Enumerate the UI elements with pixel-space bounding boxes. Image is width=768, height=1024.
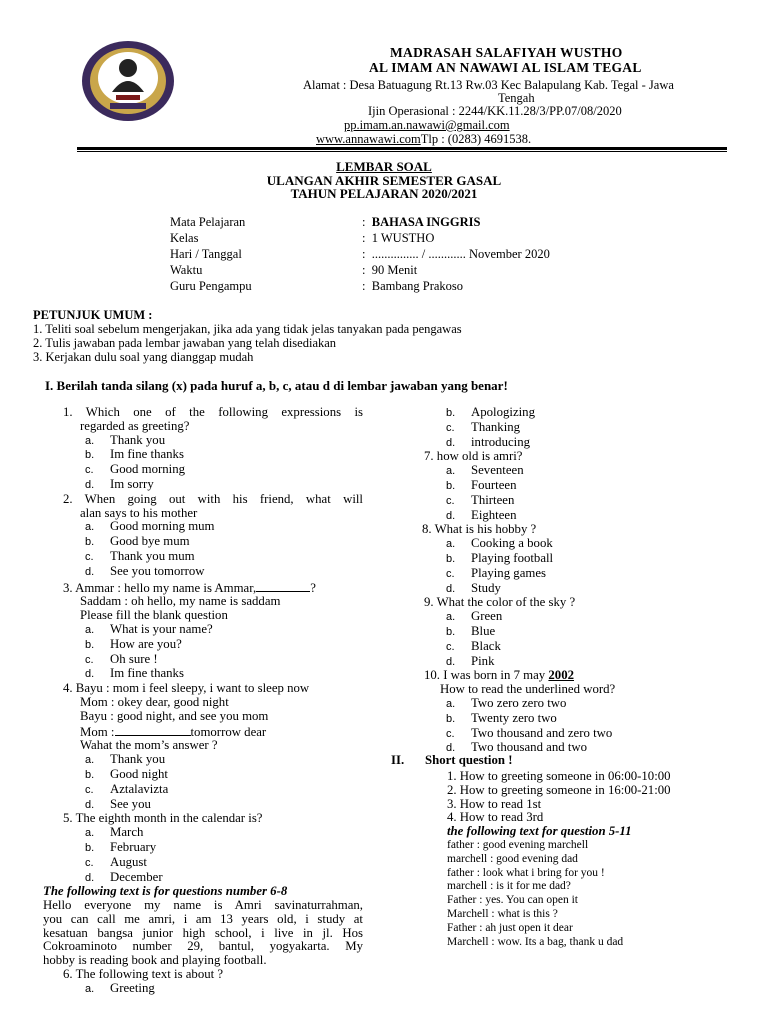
info-row [170,262,202,278]
dialog-line: Marchell : wow. Its a bag, thank u dad [447,935,624,948]
option: d. See you [85,796,151,811]
school-name-1: MADRASAH SALAFIYAH WUSTHO [390,45,623,60]
passage-line: Hello everyone my name is Amri savinaturrahman, [43,898,363,913]
dialog-line: Marchell : what is this ? [447,907,558,920]
info-value: : Bambang Prakoso [362,279,464,293]
option: b. Good bye mum [85,534,190,549]
passage-line: hobby is reading book and playing football. [43,953,267,968]
passage-line: kesatuan bangsa junior high school, i live in jl. Hos [43,925,363,940]
question-7: 7. how old is amri? [424,449,523,464]
info-label: Waktu [170,263,203,277]
option: a. Seventeen [446,463,524,478]
logo [76,40,180,122]
option: a. Green [446,609,503,624]
general-instructions [33,308,462,364]
option: d. Two thousand and two [446,740,588,755]
address-line-1: Alamat : Desa Batuagung Rt.13 Rw.03 Kec Balapulang Kab. Tegal - Jawa [303,78,674,92]
address-line-2: Tengah [498,91,535,105]
info-value: : 90 Menit [362,263,418,277]
title-line-3: TAHUN PELAJARAN 2020/2021 [290,186,478,201]
option: d. Eighteen [446,507,517,522]
question-3-cont: Please fill the blank question [80,608,228,623]
option: a. Thank you [85,752,166,767]
question-5: 5. The eighth month in the calendar is? [63,811,263,826]
question-8: 8. What is his hobby ? [422,522,537,537]
document-title [234,160,534,201]
permit-number: Ijin Operasional : 2244/KK.11.28/3/PP.07/08/2020 [368,104,622,118]
option: a. Good morning mum [85,519,215,534]
question-2-cont: alan says to his mother [80,505,198,520]
option: d. December [85,869,163,884]
dialog-line: father : look what i bring for you ! [447,866,605,879]
info-value: : ............... / ............ November 2020 [362,247,550,261]
option: b. Playing football [446,550,554,565]
option: d. introducing [446,434,530,449]
info-label: Hari / Tanggal [170,247,242,261]
info-row [170,246,242,262]
info-value: : 1 WUSTHO [362,231,435,245]
option: b. Apologizing [446,405,535,419]
dialog-line: father : good evening marchell [447,838,589,851]
option: a. Thank you [85,432,166,447]
option: a. What is your name? [85,621,213,636]
option: d. See you tomorrow [85,563,205,578]
option: d. Im fine thanks [85,666,184,681]
school-seal-icon [76,40,180,122]
instructions-heading: PETUNJUK UMUM : [33,308,153,322]
dialog-line: marchell : good evening dad [447,852,578,865]
question-3-cont: Saddam : oh hello, my name is saddam [80,594,281,609]
option: d. Pink [446,653,495,668]
header-rule-thin [77,151,727,152]
question-1-cont: regarded as greeting? [80,418,190,433]
option: a. Cooking a book [446,536,553,551]
question-4-cont: Mom : okey dear, good night [80,694,229,709]
info-row [170,278,252,294]
question-10: 10. I was born in 7 may 2002 [424,668,574,683]
dialog-heading: the following text for question 5-11 [447,824,632,839]
title-line-1: LEMBAR SOAL [336,159,432,174]
passage-line: Cokroaminoto number 29, bantul, yogyakarta. My [43,939,363,954]
option: d. Study [446,580,501,595]
dialog-line: Father : ah just open it dear [447,921,573,934]
question-2: 2. When going out with his friend, what will [63,491,363,506]
option: c. Two thousand and zero two [446,725,613,740]
option: a. Two zero zero two [446,695,567,710]
passage-line: you can call me amri, i am 13 years old, i study at [43,911,363,926]
option: d. Im sorry [85,476,154,491]
short-question: 2. How to greeting someone in 16:00-21:00 [447,782,671,797]
left-column [45,406,363,997]
short-question: 4. How to read 3rd [447,810,544,825]
instruction-item: 3. Kerjakan dulu soal yang dianggap mudah [33,350,254,364]
info-value: : BAHASA INGGRIS [362,215,481,229]
option: a. March [85,825,144,840]
question-9: 9. What the color of the sky ? [424,595,576,610]
option: b. How are you? [85,636,182,651]
option: c. August [85,854,147,869]
underlined-year: 2002 [548,668,574,683]
option: a. Greeting [85,980,155,995]
info-label: Kelas [170,231,199,245]
question-4-cont: Mom : tomorrow dear [80,724,267,739]
passage-heading: The following text is for questions number 6-8 [43,884,288,899]
info-label: Mata Pelajaran [170,215,246,229]
question-3: 3. Ammar : hello my name is Ammar, ? [63,580,316,595]
question-4-cont: Wahat the mom’s answer ? [80,738,218,753]
option: c. Thanking [446,419,521,434]
option: b. February [85,839,157,854]
email-link[interactable]: pp.imam.an.nawawi@gmail.com [344,118,510,132]
option: c. Thirteen [446,492,515,507]
question-4: 4. Bayu : mom i feel sleepy, i want to sleep now [63,681,310,696]
instruction-item: 2. Tulis jawaban pada lembar jawaban yang telah disediakan [33,336,337,350]
title-line-2: ULANGAN AKHIR SEMESTER GASAL [266,172,502,188]
section-2-heading: II. Short question ! [391,753,513,767]
website-link[interactable]: www.annawawi.com [316,132,421,146]
dialog-line: Father : yes. You can open it [447,894,578,907]
option: c. Oh sure ! [85,651,158,666]
phone-number: Tlp : (0283) 4691538. [420,132,532,146]
question-10-cont: How to read the underlined word? [440,682,616,697]
question-4-cont: Bayu : good night, and see you mom [80,708,269,723]
option: b. Fourteen [446,477,517,492]
info-row [170,230,198,246]
option: c. Black [446,638,501,653]
info-row [170,214,245,230]
option: b. Good night [85,766,168,781]
contact-line [316,132,531,146]
option: c. Thank you mum [85,548,195,563]
question-1: 1. Which one of the following expressions is [63,405,363,419]
option: b. Blue [446,623,496,638]
option: c. Aztalavizta [85,781,169,796]
right-column [422,406,742,756]
school-name-2: AL IMAM AN NAWAWI AL ISLAM TEGAL [369,60,642,75]
info-label: Guru Pengampu [170,279,252,293]
short-questions [447,770,671,949]
section-1-heading: I. Berilah tanda silang (x) pada huruf a, b, c, atau d di lembar jawaban yang benar! [45,378,508,393]
option: b. Im fine thanks [85,447,184,462]
header-rule-thick [77,147,727,150]
question-6: 6. The following text is about ? [63,967,224,982]
short-question: 3. How to read 1st [447,796,542,811]
option: c. Good morning [85,462,186,477]
option: b. Twenty zero two [446,710,557,725]
short-question: 1. How to greeting someone in 06:00-10:00 [447,769,671,783]
instruction-item: 1. Teliti soal sebelum mengerjakan, jika ada yang tidak jelas tanyakan pada pengawas [33,322,462,336]
option: c. Playing games [446,565,546,580]
dialog-line: marchell : is it for me dad? [447,880,571,893]
